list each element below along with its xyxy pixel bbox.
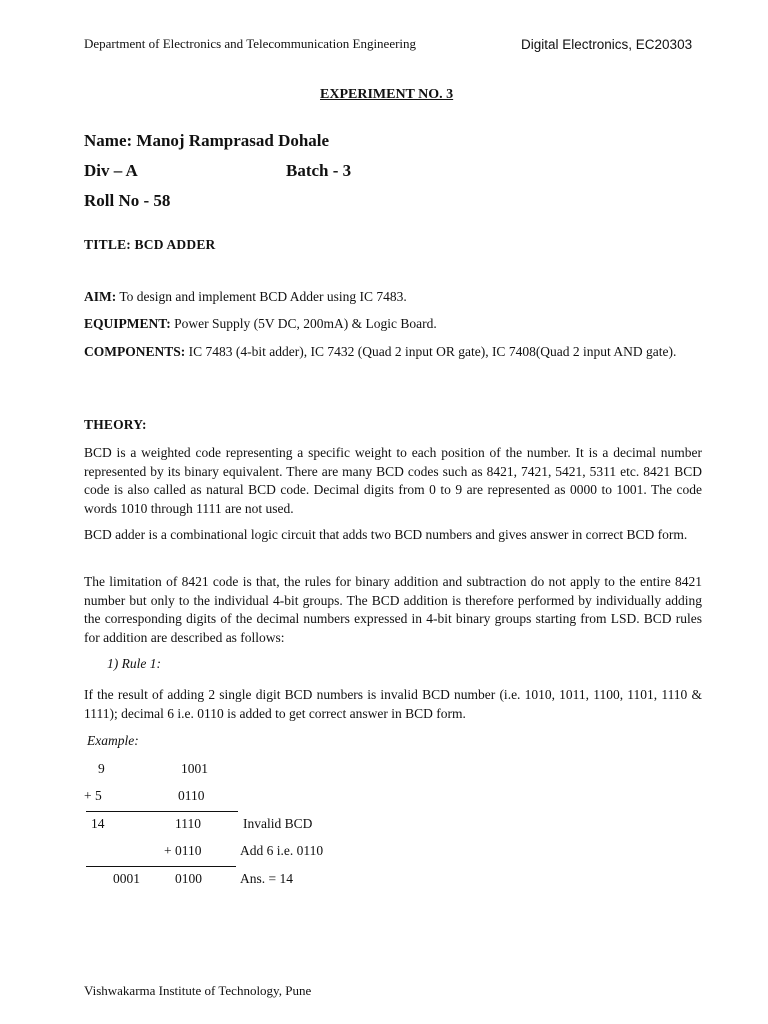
example-row4-binary: + 0110: [164, 843, 202, 858]
example-sum-line-1: [86, 811, 238, 812]
example-row3-note: Invalid BCD: [243, 816, 313, 831]
components-label: COMPONENTS:: [84, 344, 186, 359]
student-div: Div – A: [84, 161, 138, 180]
example-row1-decimal: 9: [98, 761, 105, 776]
theory-paragraph-2: BCD adder is a combinational logic circuit that adds two BCD numbers and gives answer in correct BCD form.: [84, 527, 688, 542]
aim-label: AIM:: [84, 289, 117, 304]
example-row2-binary: 0110: [178, 788, 205, 803]
example-row5-high-nibble: 0001: [113, 871, 140, 886]
example-row4-note: Add 6 i.e. 0110: [240, 843, 324, 858]
theory-heading: THEORY:: [84, 417, 147, 432]
course-header: Digital Electronics, EC20303: [521, 37, 693, 52]
example-row2-decimal: + 5: [84, 788, 102, 803]
experiment-title: EXPERIMENT NO. 3: [320, 87, 454, 102]
example-row3-binary: 1110: [175, 816, 201, 831]
components-paragraph: [84, 343, 702, 362]
department-header: Department of Electronics and Telecommunication Engineering: [84, 36, 417, 51]
aim-text: To design and implement BCD Adder using IC 7483.: [116, 289, 407, 304]
components-text: IC 7483 (4-bit adder), IC 7432 (Quad 2 input OR gate), IC 7408(Quad 2 input AND gate).: [185, 344, 677, 359]
aim-line: [84, 288, 407, 306]
institute-footer: Vishwakarma Institute of Technology, Pune: [84, 983, 312, 998]
equipment-text: Power Supply (5V DC, 200mA) & Logic Board.: [170, 316, 437, 331]
rule-1-label: 1) Rule 1:: [107, 656, 161, 671]
example-label: Example:: [87, 733, 139, 748]
theory-paragraph-4: If the result of adding 2 single digit BCD numbers is invalid BCD number (i.e. 1010, 1011, 1100, 1101, 1110 & 1111); decimal 6 i.e. 0110 is added to get correct answer in BCD form.: [84, 687, 702, 721]
student-roll: Roll No - 58: [84, 191, 171, 210]
example-sum-line-2: [86, 866, 236, 867]
equipment-label: EQUIPMENT:: [84, 316, 171, 331]
example-row3-decimal: 14: [91, 816, 105, 831]
theory-paragraph-3: The limitation of 8421 code is that, the rules for binary addition and subtraction do not apply to the entire 8421 number but only to the individual 4-bit groups. The BCD addition is therefore performed by individually adding the corresponding digits of the decimal numbers expressed in 4-bit binary groups starting from LSD. BCD rules for addition are described as follows:: [84, 574, 702, 645]
student-name: Name: Manoj Ramprasad Dohale: [84, 131, 330, 150]
example-row5-note: Ans. = 14: [240, 871, 293, 886]
theory-paragraph-1: BCD is a weighted code representing a specific weight to each position of the number. It is a decimal number represented by its binary equivalent. There are many BCD codes such as 8421, 7421, 5421, 5311 etc. 8421 BCD code is also called as natural BCD code. Decimal digits from 0 to 9 are represented as 0000 to 1001. The code words 1010 through 1111 are not used.: [84, 445, 702, 516]
equipment-line: [84, 315, 437, 333]
student-batch: Batch - 3: [286, 161, 352, 180]
example-row1-binary: 1001: [181, 761, 208, 776]
title-line: TITLE: BCD ADDER: [84, 237, 216, 252]
example-row5-binary: 0100: [175, 871, 202, 886]
